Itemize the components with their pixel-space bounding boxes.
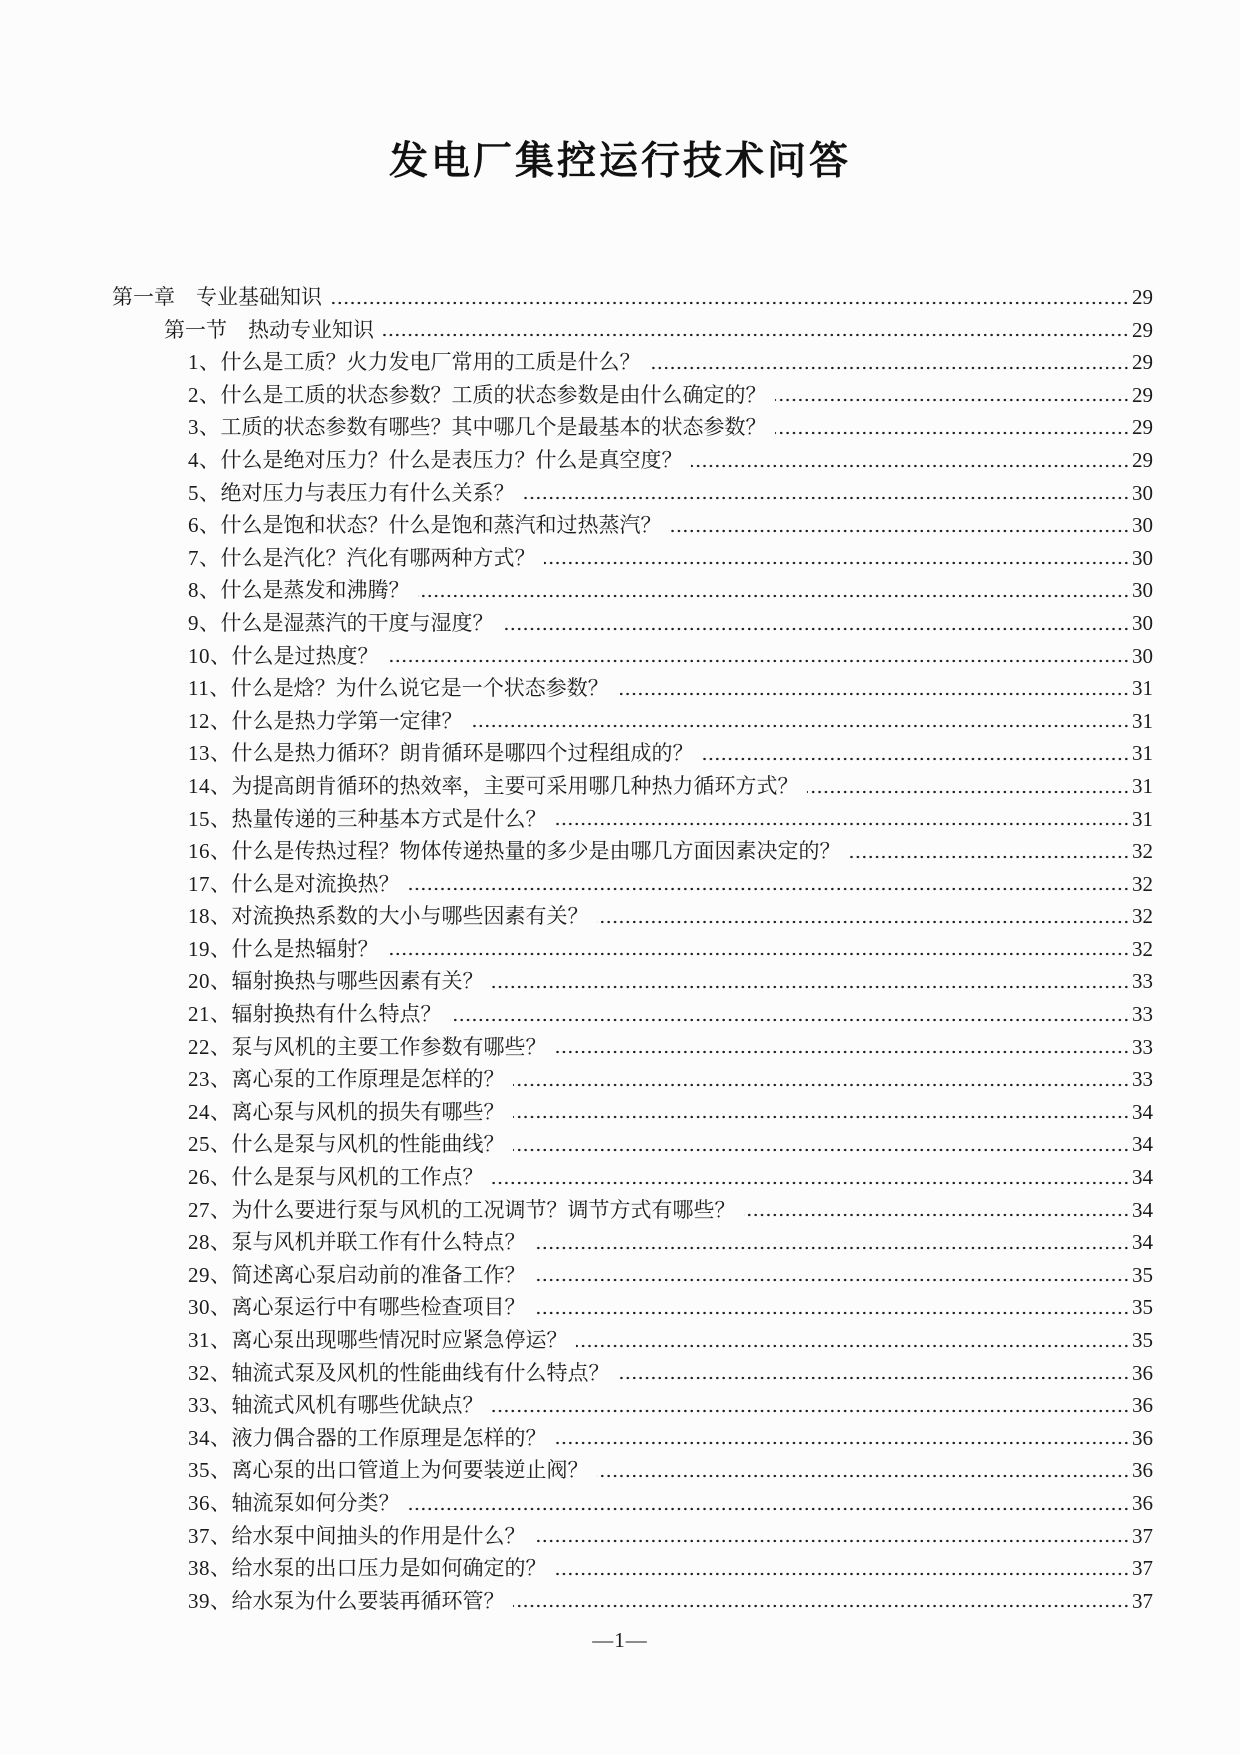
toc-item-row [112, 1357, 1153, 1390]
dotted-leader [492, 985, 1130, 989]
dotted-leader [576, 1344, 1130, 1348]
toc-page-number: 35 [1132, 1328, 1153, 1352]
toc-item-number: 28、 [188, 1230, 232, 1255]
toc-item-row [112, 1128, 1153, 1161]
toc-section-title: 热动专业知识 [248, 317, 374, 342]
toc-item-number: 5、 [188, 480, 221, 505]
toc-page-number: 30 [1132, 480, 1153, 505]
dotted-leader [555, 1441, 1130, 1445]
toc-item-number: 34、 [188, 1425, 232, 1450]
dotted-leader [670, 529, 1130, 533]
dotted-leader [534, 1246, 1130, 1250]
toc-item-text: 给水泵为什么要装再循环管？ [231, 1588, 505, 1613]
toc-item-row [112, 770, 1153, 803]
toc-item-row [112, 379, 1153, 412]
toc-item-number: 14、 [188, 773, 232, 798]
dotted-leader [849, 855, 1130, 859]
toc-item-text: 什么是对流换热？ [231, 871, 400, 896]
toc-page-number: 37 [1132, 1523, 1153, 1548]
toc-item-row [112, 574, 1153, 607]
toc-page-number: 36 [1132, 1490, 1153, 1515]
document-title: 发电厂集控运行技术问答 [388, 140, 851, 183]
toc-item-number: 2、 [188, 382, 221, 407]
toc-item-text: 什么是工质的状态参数？工质的状态参数是由什么确定的？ [220, 382, 767, 407]
dotted-leader [649, 366, 1130, 370]
toc-item-text: 给水泵中间抽头的作用是什么？ [231, 1523, 526, 1548]
toc-page-number: 30 [1132, 610, 1153, 635]
toc-page-number: 36 [1132, 1458, 1153, 1483]
toc-item-number: 8、 [188, 578, 221, 603]
toc-item-number: 13、 [188, 741, 232, 766]
toc-item-text: 什么是传热过程？物体传递热量的多少是由哪几方面因素决定的？ [231, 839, 841, 864]
toc-item-text: 液力偶合器的工作原理是怎样的？ [231, 1425, 547, 1450]
toc-page-number: 30 [1132, 643, 1153, 668]
toc-page-number: 29 [1132, 317, 1153, 342]
dotted-leader [408, 1507, 1130, 1511]
toc-item-row [112, 1389, 1153, 1422]
toc-page-number: 29 [1132, 447, 1153, 472]
toc-page-number: 34 [1132, 1230, 1153, 1255]
toc-page-number: 36 [1132, 1393, 1153, 1418]
toc-item-row [112, 672, 1153, 705]
toc-item-number: 17、 [188, 871, 232, 896]
toc-item-number: 39、 [188, 1588, 232, 1613]
toc-item-text: 离心泵的出口管道上为何要装逆止阀？ [231, 1458, 589, 1483]
toc-page-number: 32 [1132, 936, 1153, 961]
toc-item-text: 什么是汽化？汽化有哪两种方式？ [220, 545, 536, 570]
toc-item-row [112, 1194, 1153, 1227]
dotted-leader [744, 1213, 1130, 1217]
toc-item-number: 15、 [188, 806, 232, 831]
toc-chapter-row [112, 281, 1153, 314]
dotted-leader [618, 1376, 1130, 1380]
toc-item-text: 为什么要进行泵与风机的工况调节？调节方式有哪些？ [231, 1197, 736, 1222]
toc-item-row [112, 1585, 1153, 1618]
toc-item-text: 离心泵出现哪些情况时应紧急停运？ [231, 1328, 568, 1352]
toc-item-row [112, 477, 1153, 510]
toc-item-text: 对流换热系数的大小与哪些因素有关？ [231, 904, 589, 929]
toc-page-number: 32 [1132, 839, 1153, 864]
toc-item-text: 轴流式泵及风机的性能曲线有什么特点？ [231, 1360, 610, 1385]
dotted-leader [775, 398, 1130, 402]
dotted-leader [807, 790, 1130, 794]
toc-item-number: 12、 [188, 708, 232, 733]
dotted-leader [387, 659, 1130, 663]
toc-item-number: 4、 [188, 447, 221, 472]
toc-item-row [112, 737, 1153, 770]
toc-item-number: 31、 [188, 1328, 232, 1352]
dotted-leader [471, 724, 1130, 728]
toc-item-number: 3、 [188, 415, 221, 440]
toc-item-number: 36、 [188, 1490, 232, 1515]
toc-page-number: 34 [1132, 1197, 1153, 1222]
toc-item-text: 离心泵与风机的损失有哪些？ [231, 1099, 505, 1124]
toc-item-text: 什么是热力学第一定律？ [231, 708, 463, 733]
toc-page-number: 32 [1132, 871, 1153, 896]
toc-item-number: 35、 [188, 1458, 232, 1483]
toc-item-number: 27、 [188, 1197, 232, 1222]
dotted-leader [555, 1050, 1130, 1054]
dotted-leader [597, 1474, 1130, 1478]
title-block [0, 0, 1240, 186]
toc-item-row [112, 998, 1153, 1031]
dotted-leader [330, 301, 1129, 305]
dotted-leader [555, 822, 1130, 826]
toc-item-row [112, 900, 1153, 933]
toc-item-text: 辐射换热与哪些因素有关？ [231, 969, 484, 994]
dotted-leader [534, 1278, 1130, 1282]
dotted-leader [418, 594, 1130, 598]
toc-page-number: 29 [1132, 285, 1153, 309]
toc-item-text: 什么是蒸发和沸腾？ [220, 578, 410, 603]
toc-item-text: 什么是泵与风机的工作点？ [231, 1165, 484, 1190]
toc-item-number: 10、 [188, 643, 232, 668]
toc-item-row [112, 1520, 1153, 1553]
toc-page-number: 35 [1132, 1295, 1153, 1320]
toc-item-number: 20、 [188, 969, 232, 994]
toc-item-number: 24、 [188, 1099, 232, 1124]
toc-page-number: 29 [1132, 350, 1153, 375]
toc-item-text: 什么是绝对压力？什么是表压力？什么是真空度？ [220, 447, 683, 472]
toc-item-row [112, 1487, 1153, 1520]
toc-item-row [112, 1161, 1153, 1194]
toc-item-text: 什么是工质？火力发电厂常用的工质是什么？ [220, 350, 641, 375]
toc-item-row [112, 1454, 1153, 1487]
dotted-leader [544, 561, 1130, 565]
dotted-leader [702, 757, 1130, 761]
dotted-leader [691, 464, 1130, 468]
toc-item-row [112, 1226, 1153, 1259]
toc-page-number: 34 [1132, 1165, 1153, 1190]
toc-item-text: 给水泵的出口压力是如何确定的？ [231, 1556, 547, 1581]
dotted-leader [513, 1148, 1130, 1152]
toc-page-number: 34 [1132, 1099, 1153, 1124]
toc-item-text: 什么是热辐射？ [231, 936, 379, 961]
toc-item-number: 38、 [188, 1556, 232, 1581]
toc-item-text: 热量传递的三种基本方式是什么？ [231, 806, 547, 831]
toc-page-number: 31 [1132, 708, 1153, 733]
toc-item-number: 6、 [188, 513, 221, 538]
toc-item-text: 轴流泵如何分类？ [231, 1490, 400, 1515]
toc-item-row [112, 868, 1153, 901]
toc-item-row [112, 1259, 1153, 1292]
toc-item-text: 什么是泵与风机的性能曲线？ [231, 1132, 505, 1157]
toc-item-number: 21、 [188, 1002, 232, 1027]
toc-page-number: 36 [1132, 1360, 1153, 1385]
dotted-leader [382, 333, 1129, 337]
toc-item-row [112, 1552, 1153, 1585]
dotted-leader [775, 431, 1130, 435]
dotted-leader [534, 1311, 1130, 1315]
toc-item-row [112, 803, 1153, 836]
dotted-leader [513, 1604, 1130, 1608]
dotted-leader [450, 1018, 1130, 1022]
dotted-leader [492, 1409, 1130, 1413]
toc-item-row [112, 705, 1153, 738]
table-of-contents [112, 281, 1153, 1617]
toc-item-text: 轴流式风机有哪些优缺点？ [231, 1393, 484, 1418]
toc-page-number: 32 [1132, 904, 1153, 929]
dotted-leader [492, 1181, 1130, 1185]
toc-page-number: 35 [1132, 1262, 1153, 1287]
toc-page-number: 29 [1132, 382, 1153, 407]
toc-page-number: 37 [1132, 1556, 1153, 1581]
toc-item-number: 23、 [188, 1067, 232, 1092]
toc-page-number: 34 [1132, 1132, 1153, 1157]
toc-item-number: 30、 [188, 1295, 232, 1320]
toc-item-number: 11、 [188, 676, 231, 701]
dotted-leader [513, 1115, 1130, 1119]
toc-item-number: 29、 [188, 1262, 232, 1287]
toc-item-row [112, 444, 1153, 477]
dotted-leader [523, 496, 1130, 500]
toc-item-number: 18、 [188, 904, 232, 929]
toc-item-number: 33、 [188, 1393, 232, 1418]
toc-item-row [112, 1324, 1153, 1357]
toc-item-row [112, 933, 1153, 966]
toc-item-row [112, 1063, 1153, 1096]
toc-item-row [112, 346, 1153, 379]
toc-item-list [112, 346, 1153, 1617]
toc-item-text: 绝对压力与表压力有什么关系？ [220, 480, 515, 505]
toc-item-number: 7、 [188, 545, 221, 570]
toc-item-row [112, 411, 1153, 444]
toc-page-number: 30 [1132, 545, 1153, 570]
toc-chapter-title: 专业基础知识 [196, 285, 322, 309]
toc-item-row [112, 607, 1153, 640]
toc-item-text: 什么是湿蒸汽的干度与湿度？ [220, 610, 494, 635]
toc-item-row [112, 1291, 1153, 1324]
toc-item-number: 16、 [188, 839, 232, 864]
dotted-leader [502, 627, 1130, 631]
toc-page-number: 29 [1132, 415, 1153, 440]
toc-item-number: 37、 [188, 1523, 232, 1548]
toc-section-row [112, 314, 1153, 347]
dotted-leader [408, 887, 1130, 891]
dotted-leader [555, 1572, 1130, 1576]
toc-item-row [112, 835, 1153, 868]
toc-chapter-label: 第一章 [112, 285, 175, 309]
toc-item-row [112, 640, 1153, 673]
toc-item-text: 为提高朗肯循环的热效率，主要可采用哪几种热力循环方式？ [231, 773, 799, 798]
toc-item-text: 工质的状态参数有哪些？其中哪几个是最基本的状态参数？ [220, 415, 767, 440]
toc-item-row [112, 1422, 1153, 1455]
toc-item-row [112, 509, 1153, 542]
toc-item-text: 泵与风机的主要工作参数有哪些？ [231, 1034, 547, 1059]
toc-page-number: 33 [1132, 1002, 1153, 1027]
toc-item-number: 19、 [188, 936, 232, 961]
toc-item-text: 简述离心泵启动前的准备工作？ [231, 1262, 526, 1287]
toc-page-number: 30 [1132, 513, 1153, 538]
toc-item-number: 1、 [188, 350, 221, 375]
toc-item-number: 32、 [188, 1360, 232, 1385]
dotted-leader [617, 692, 1129, 696]
toc-item-text: 辐射换热有什么特点？ [231, 1002, 442, 1027]
toc-item-row [112, 1096, 1153, 1129]
toc-item-text: 离心泵运行中有哪些检查项目？ [231, 1295, 526, 1320]
dotted-leader [513, 1083, 1130, 1087]
toc-page-number: 33 [1132, 1034, 1153, 1059]
toc-item-row [112, 965, 1153, 998]
toc-section-label: 第一节 [164, 317, 227, 342]
toc-item-text: 什么是焓？为什么说它是一个状态参数？ [230, 676, 609, 701]
toc-item-number: 25、 [188, 1132, 232, 1157]
toc-item-row [112, 1031, 1153, 1064]
toc-item-text: 泵与风机并联工作有什么特点？ [231, 1230, 526, 1255]
toc-page-number: 31 [1132, 741, 1153, 766]
toc-item-text: 什么是过热度？ [231, 643, 379, 668]
toc-page-number: 31 [1132, 676, 1153, 701]
toc-page-number: 33 [1132, 969, 1153, 994]
dotted-leader [534, 1539, 1130, 1543]
toc-page-number: 31 [1132, 806, 1153, 831]
dotted-leader [387, 952, 1130, 956]
toc-page-number: 30 [1132, 578, 1153, 603]
page-number-footer: —1— [592, 1628, 648, 1653]
toc-item-text: 离心泵的工作原理是怎样的？ [231, 1067, 505, 1092]
toc-item-text: 什么是饱和状态？什么是饱和蒸汽和过热蒸汽？ [220, 513, 662, 538]
toc-item-row [112, 542, 1153, 575]
toc-page-number: 31 [1132, 773, 1153, 798]
toc-item-text: 什么是热力循环？朗肯循环是哪四个过程组成的？ [231, 741, 694, 766]
toc-page-number: 33 [1132, 1067, 1153, 1092]
toc-page-number: 36 [1132, 1425, 1153, 1450]
toc-item-number: 22、 [188, 1034, 232, 1059]
toc-item-number: 26、 [188, 1165, 232, 1190]
toc-item-number: 9、 [188, 610, 221, 635]
dotted-leader [597, 920, 1130, 924]
toc-page-number: 37 [1132, 1588, 1153, 1613]
